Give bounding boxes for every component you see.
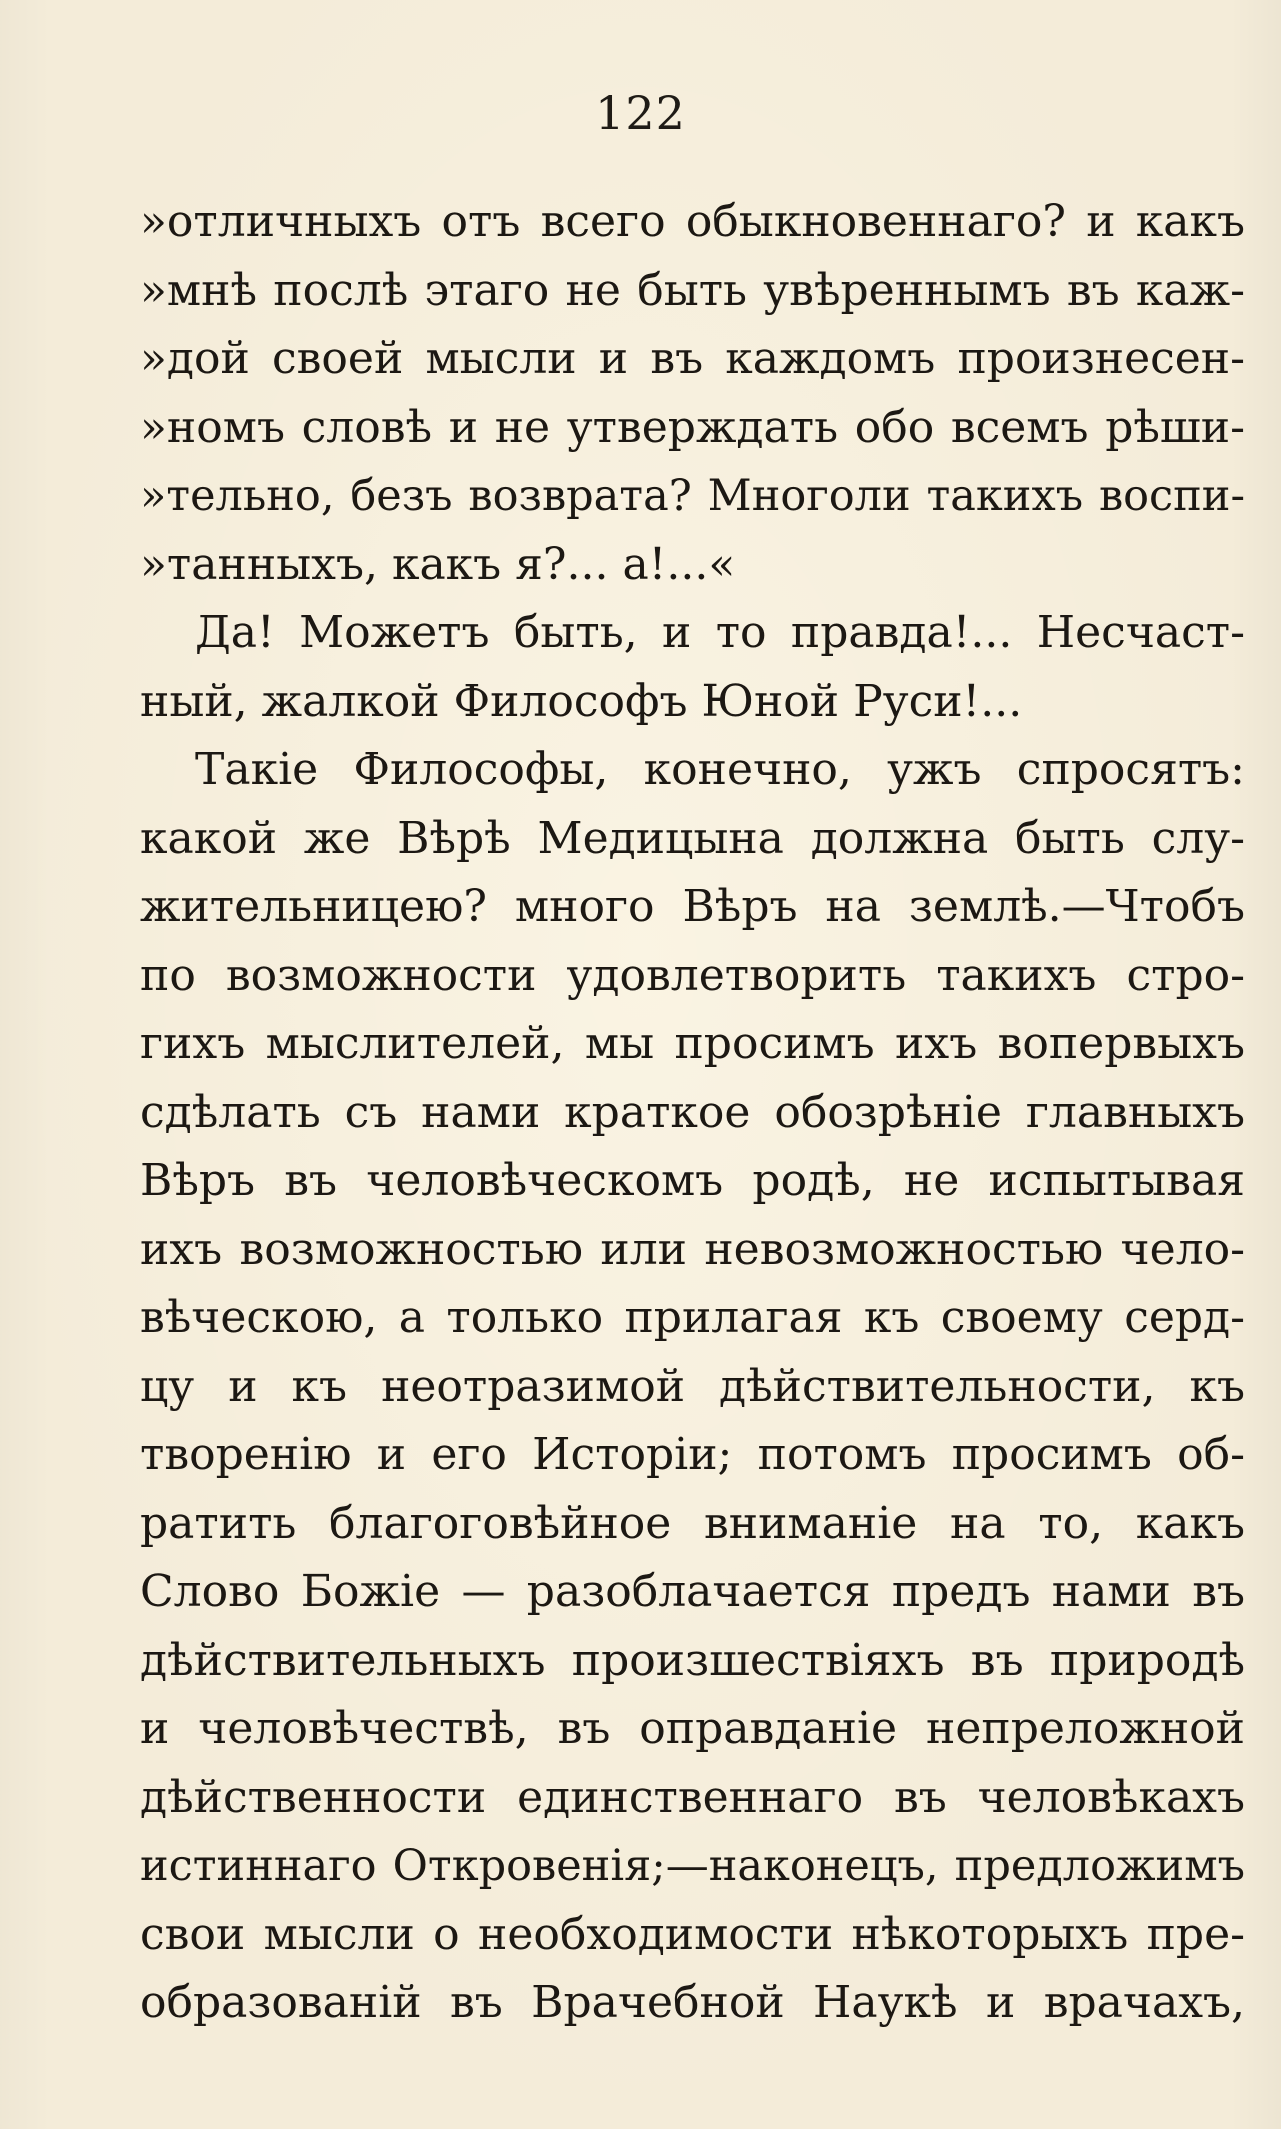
text-line: »дой своей мысли и въ каждомъ произнесен- — [140, 333, 1245, 384]
text-line: образованій въ Врачебной Наукѣ и врачахъ, — [140, 1977, 1245, 2028]
text-line: жительницею? много Вѣръ на землѣ.—Чтобъ — [140, 881, 1245, 932]
text-line: »танныхъ, какъ я?... а!...« — [140, 538, 736, 590]
page-number: 122 — [595, 86, 686, 140]
text-line: дѣйственности единственнаго въ человѣкахъ — [140, 1771, 1245, 1823]
text-line: истиннаго Откровенія;—наконецъ, предложимъ — [140, 1841, 1245, 1891]
text-line: Вѣръ въ человѣческомъ родѣ, не испытывая — [140, 1155, 1245, 1206]
text-line: »тельно, безъ возврата? Многоли такихъ воспи- — [140, 471, 1245, 521]
text-line: ратить благоговѣйное вниманіе на то, какъ — [140, 1497, 1245, 1549]
text-line: по возможности удовлетворить такихъ стро- — [140, 949, 1245, 1001]
text-line: какой же Вѣрѣ Медицына должна быть слу- — [140, 812, 1245, 864]
text-line: ный, жалкой Философъ Юной Руси!... — [140, 675, 1023, 727]
text-line: цу и къ неотразимой дѣйствительности, къ — [140, 1360, 1245, 1412]
text-line: гихъ мыслителей, мы просимъ ихъ вопервыхъ — [140, 1018, 1245, 1069]
text-line: и человѣчествѣ, въ оправданіе непреложной — [140, 1703, 1245, 1754]
text-line: »номъ словѣ и не утверждать обо всемъ рѣши- — [140, 401, 1245, 453]
text-line: вѣческою, а только прилагая къ своему серд- — [140, 1292, 1245, 1343]
text-line: сдѣлать съ нами краткое обозрѣніе главныхъ — [140, 1086, 1245, 1138]
text-line: дѣйствительныхъ произшествіяхъ въ природѣ — [140, 1634, 1245, 1686]
body-text — [140, 188, 1245, 2038]
text-line: Такіе Философы, конечно, ужъ спросятъ: — [195, 744, 1245, 795]
text-line: ихъ возможностью или невозможностью чело- — [140, 1223, 1245, 1275]
text-line: свои мысли о необходимости нѣкоторыхъ пре- — [140, 1908, 1245, 1960]
text-line: »отличныхъ отъ всего обыкновеннаго? и какъ — [140, 196, 1245, 247]
text-line: Слово Божіе — разоблачается предъ нами въ — [140, 1566, 1245, 1617]
text-line: творенію и его Исторіи; потомъ просимъ об- — [140, 1429, 1245, 1480]
text-line: Да! Можетъ быть, и то правда!... Несчаст- — [195, 607, 1245, 658]
text-line: »мнѣ послѣ этаго не быть увѣреннымъ въ каж- — [140, 264, 1245, 316]
